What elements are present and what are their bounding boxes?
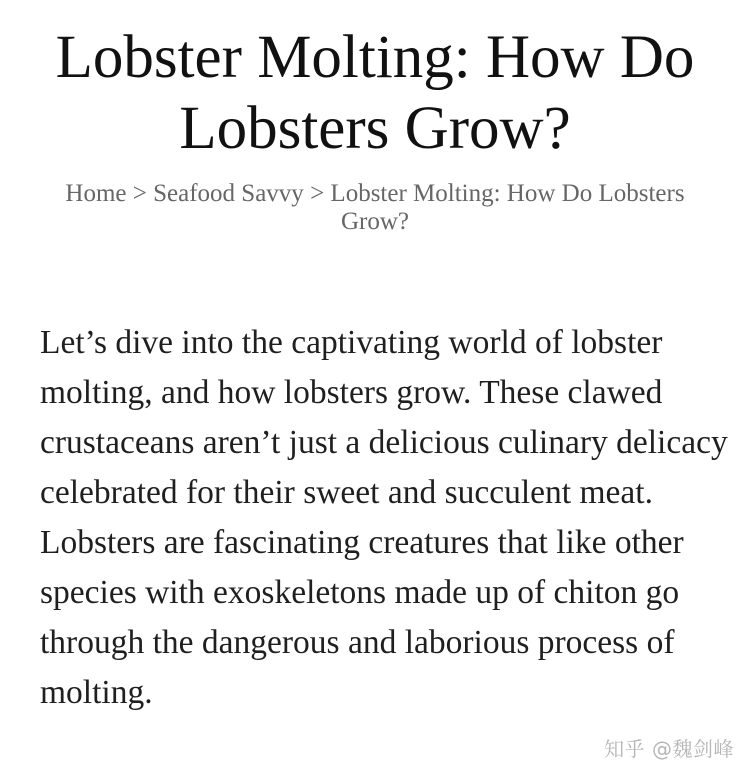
article-intro-paragraph: Let’s dive into the captivating world of lobster molting, and how lobsters grow. These clawed crustaceans aren’t just a delicious culinary delicacy celebrated for their sweet and succulent meat. Lobsters are fascinating creatures that like other species with exoskeletons made up of chiton go through the dangerous and laborious process of molting.	[40, 324, 728, 711]
breadcrumb-home-link[interactable]: Home	[65, 180, 127, 207]
breadcrumb-current: Lobster Molting: How Do Lobsters Grow?	[330, 180, 685, 235]
breadcrumb-separator: >	[132, 180, 147, 207]
breadcrumb-separator: >	[310, 180, 325, 207]
article-title: Lobster Molting: How Do Lobsters Grow?	[55, 24, 695, 162]
watermark: 知乎 @魏剑峰	[604, 737, 734, 761]
breadcrumb	[30, 180, 720, 236]
breadcrumb-category-link[interactable]: Seafood Savvy	[153, 180, 304, 207]
